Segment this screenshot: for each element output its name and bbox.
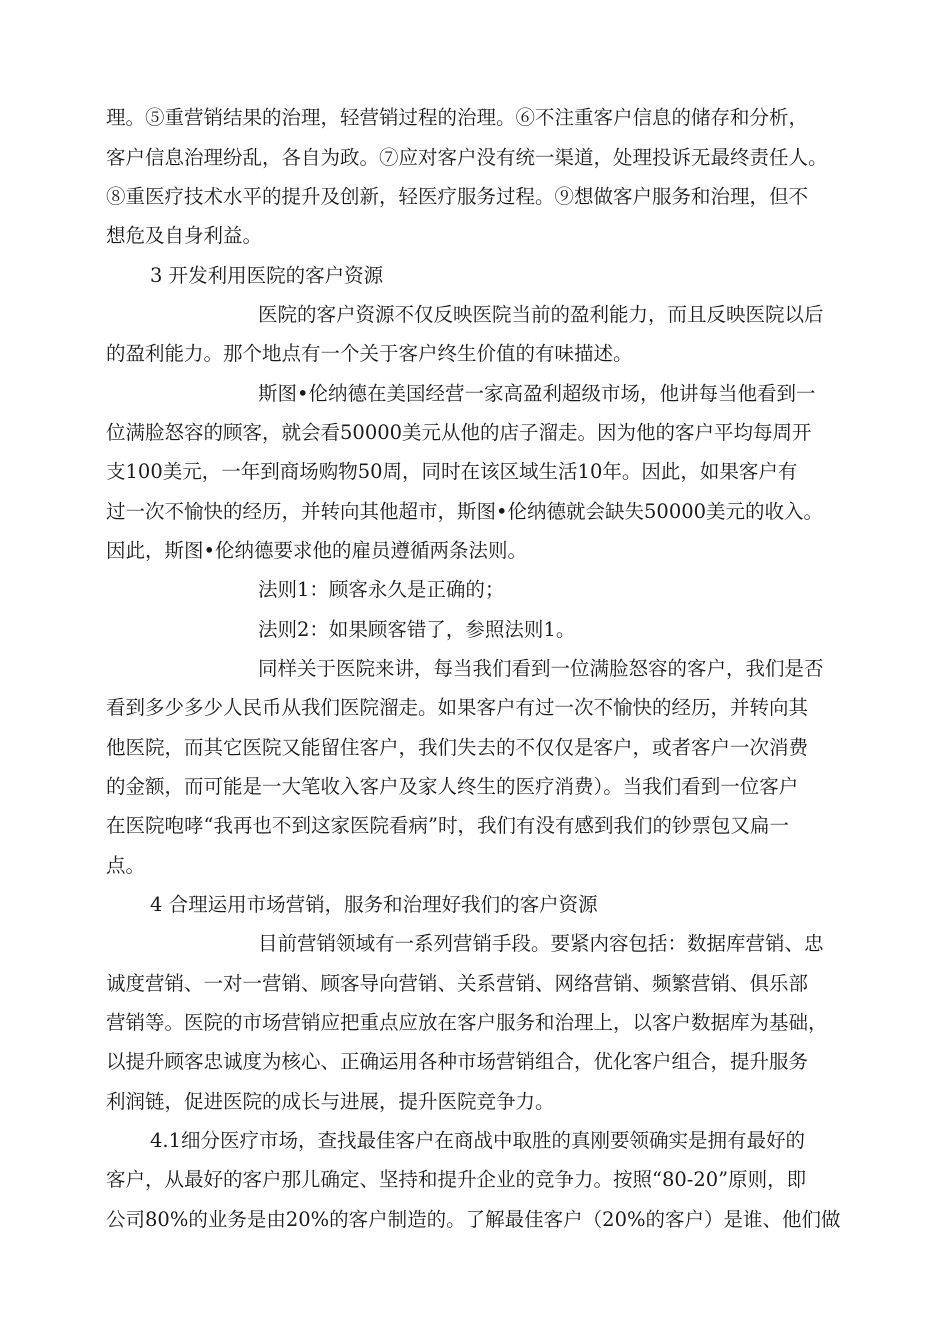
body-text-line: 想危及自身利益。 xyxy=(106,224,263,247)
body-text-line: 同样关于医院来讲，每当我们看到一位满脸怒容的客户，我们是否 xyxy=(258,657,824,680)
body-text-line: 的金额，而可能是一大笔收入客户及家人终生的医疗消费）。当我们看到一位客户 xyxy=(106,775,799,798)
subsection-text-line: 4.1细分医疗市场，查找最佳客户在商战中取胜的真刚要领确实是拥有最好的 xyxy=(150,1129,806,1152)
section-heading: 3 开发利用医院的客户资源 xyxy=(150,264,384,287)
body-text-line: 斯图•伦纳德在美国经营一家高盈利超级市场，他讲每当他看到一 xyxy=(258,382,816,405)
body-text-line: 营销等。医院的市场营销应把重点应放在客户服务和治理上，以客户数据库为基础， xyxy=(106,1011,828,1034)
rule-line: 法则2：如果顾客错了，参照法则1。 xyxy=(258,618,576,641)
rule-line: 法则1：顾客永久是正确的； xyxy=(258,578,505,601)
body-text-line: 目前营销领域有一系列营销手段。要紧内容包括：数据库营销、忠 xyxy=(258,932,824,955)
body-text-line: 他医院，而其它医院又能留住客户，我们失去的不仅仅是客户，或者客户一次消费 xyxy=(106,736,809,759)
body-text-line: 支100美元，一年到商场购物50周，同时在该区域生活10年。因此，如果客户有 xyxy=(106,460,798,483)
body-text-line: 因此，斯图•伦纳德要求他的雇员遵循两条法则。 xyxy=(106,539,528,562)
body-text-line: 公司80%的业务是由20%的客户制造的。了解最佳客户（20%的客户）是谁、他们做 xyxy=(106,1208,841,1231)
body-text-line: 利润链，促进医院的成长与进展，提升医院竞争力。 xyxy=(106,1090,555,1113)
body-text-line: 以提升顾客忠诚度为核心、正确运用各种市场营销组合，优化客户组合，提升服务 xyxy=(106,1050,809,1073)
body-text-line: 客户，从最好的客户那儿确定、坚持和提升企业的竞争力。按照“80-20”原则，即 xyxy=(106,1168,807,1191)
body-text-line: ⑧重医疗技术水平的提升及创新，轻医疗服务过程。⑨想做客户服务和治理，但不 xyxy=(106,185,809,208)
body-text-line: 理。⑤重营销结果的治理，轻营销过程的治理。⑥不注重客户信息的储存和分析， xyxy=(106,106,809,129)
body-text-line: 点。 xyxy=(106,854,146,877)
section-heading: 4 合理运用市场营销，服务和治理好我们的客户资源 xyxy=(150,893,598,916)
body-text-line: 客户信息治理纷乱，各自为政。⑦应对客户没有统一渠道，处理投诉无最终责任人。 xyxy=(106,146,828,169)
body-text-line: 过一次不愉快的经历，并转向其他超市，斯图•伦纳德就会缺失50000美元的收入。 xyxy=(106,500,824,523)
body-text-line: 诚度营销、一对一营销、顾客导向营销、关系营销、网络营销、频繁营销、俱乐部 xyxy=(106,972,809,995)
body-text-line: 医院的客户资源不仅反映医院当前的盈利能力，而且反映医院以后 xyxy=(258,303,824,326)
body-text-line: 在医院咆哮“我再也不到这家医院看病”时，我们有没有感到我们的钞票包又扁一 xyxy=(106,814,789,837)
body-text-line: 看到多少多少人民币从我们医院溜走。如果客户有过一次不愉快的经历，并转向其 xyxy=(106,696,809,719)
body-text-line: 位满脸怒容的顾客，就会看50000美元从他的店子溜走。因为他的客户平均每周开 xyxy=(106,421,812,444)
body-text-line: 的盈利能力。那个地点有一个关于客户终生价值的有味描述。 xyxy=(106,342,633,365)
